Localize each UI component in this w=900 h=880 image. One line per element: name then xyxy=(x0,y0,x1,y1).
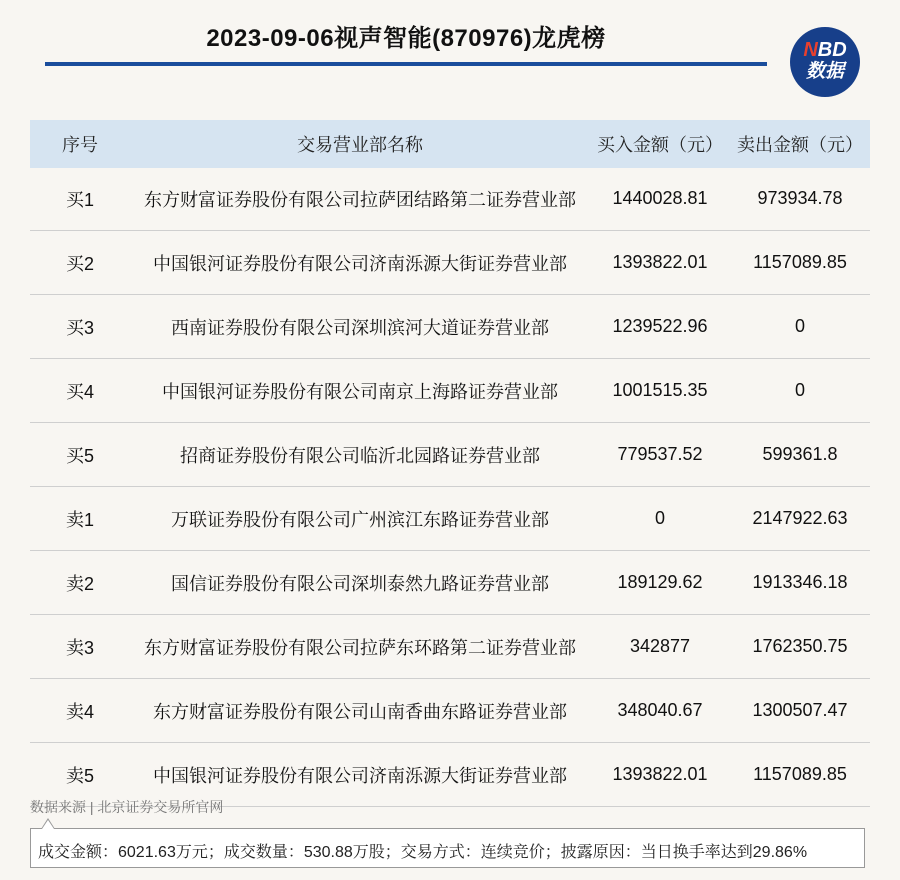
logo-top-text xyxy=(790,39,860,61)
table-row xyxy=(30,168,870,231)
title-underline xyxy=(45,62,767,66)
sell-amount: 973934.78 xyxy=(730,168,870,231)
buy-amount: 1239522.96 xyxy=(590,295,730,359)
table-row xyxy=(30,295,870,359)
broker-name: 西南证券股份有限公司深圳滨河大道证券营业部 xyxy=(130,295,590,359)
buy-amount: 0 xyxy=(590,487,730,551)
trade-summary-text: 成交金额：6021.63万元；成交数量：530.88万股；交易方式：连续竞价；披露原因：当日换手率达到29.86% xyxy=(38,844,808,861)
header-sell-amount: 卖出金额（元） xyxy=(737,135,863,155)
sell-amount: 1157089.85 xyxy=(730,231,870,295)
sell-amount: 0 xyxy=(730,359,870,423)
table-row xyxy=(30,487,870,551)
row-index: 卖3 xyxy=(30,615,130,679)
page-title: 2023-09-06视声智能(870976)龙虎榜 xyxy=(206,25,606,52)
trade-summary-box xyxy=(30,828,865,868)
broker-name: 中国银河证券股份有限公司济南泺源大街证券营业部 xyxy=(130,743,590,807)
row-index: 买2 xyxy=(30,231,130,295)
sell-amount: 1762350.75 xyxy=(730,615,870,679)
row-index: 卖1 xyxy=(30,487,130,551)
buy-amount: 1393822.01 xyxy=(590,231,730,295)
sell-amount: 1913346.18 xyxy=(730,551,870,615)
buy-amount: 1393822.01 xyxy=(590,743,730,807)
sell-amount: 2147922.63 xyxy=(730,487,870,551)
sell-amount: 1157089.85 xyxy=(730,743,870,807)
sell-amount: 599361.8 xyxy=(730,423,870,487)
sell-amount: 0 xyxy=(730,295,870,359)
broker-name: 万联证券股份有限公司广州滨江东路证券营业部 xyxy=(130,487,590,551)
broker-name: 中国银河证券股份有限公司南京上海路证券营业部 xyxy=(130,359,590,423)
dragon-tiger-table xyxy=(30,120,870,807)
broker-name: 东方财富证券股份有限公司拉萨东环路第二证券营业部 xyxy=(130,615,590,679)
nbd-logo xyxy=(790,27,860,97)
note-pointer-fill xyxy=(42,820,54,829)
buy-amount: 348040.67 xyxy=(590,679,730,743)
buy-amount: 779537.52 xyxy=(590,423,730,487)
row-index: 买3 xyxy=(30,295,130,359)
broker-name: 国信证券股份有限公司深圳泰然九路证券营业部 xyxy=(130,551,590,615)
row-index: 卖2 xyxy=(30,551,130,615)
table-row xyxy=(30,551,870,615)
header-buy-amount: 买入金额（元） xyxy=(597,135,723,155)
buy-amount: 189129.62 xyxy=(590,551,730,615)
logo-n-letter: N xyxy=(803,39,818,61)
logo-bottom-text: 数据 xyxy=(805,61,844,82)
buy-amount: 1440028.81 xyxy=(590,168,730,231)
logo-bd-letters: BD xyxy=(817,39,847,61)
table-row xyxy=(30,359,870,423)
broker-name: 中国银河证券股份有限公司济南泺源大街证券营业部 xyxy=(130,231,590,295)
table-row xyxy=(30,231,870,295)
row-index: 卖5 xyxy=(30,743,130,807)
table-row xyxy=(30,423,870,487)
buy-amount: 1001515.35 xyxy=(590,359,730,423)
broker-name: 东方财富证券股份有限公司山南香曲东路证券营业部 xyxy=(130,679,590,743)
sell-amount: 1300507.47 xyxy=(730,679,870,743)
header-index: 序号 xyxy=(62,135,98,155)
data-source: 数据来源 | 北京证券交易所官网 xyxy=(30,799,224,815)
table-row xyxy=(30,679,870,743)
buy-amount: 342877 xyxy=(590,615,730,679)
row-index: 买5 xyxy=(30,423,130,487)
header-broker-name: 交易营业部名称 xyxy=(297,135,423,155)
row-index: 买4 xyxy=(30,359,130,423)
table-row xyxy=(30,615,870,679)
table-header-row xyxy=(30,120,870,168)
broker-name: 招商证券股份有限公司临沂北园路证券营业部 xyxy=(130,423,590,487)
broker-name: 东方财富证券股份有限公司拉萨团结路第二证券营业部 xyxy=(130,168,590,231)
row-index: 买1 xyxy=(30,168,130,231)
row-index: 卖4 xyxy=(30,679,130,743)
